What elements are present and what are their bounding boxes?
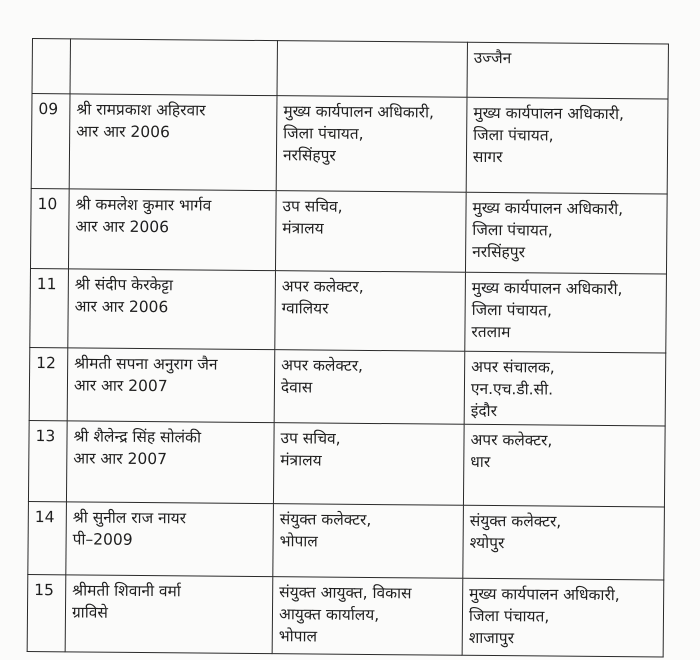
officer-name-cell: श्री शैलेन्द्र सिंह सोलंकी आर आर 2007 xyxy=(66,421,274,504)
officer-name-cell: श्री संदीप केरकेट्टा आर आर 2006 xyxy=(68,269,276,350)
table-row xyxy=(29,347,666,426)
current-post-cell xyxy=(277,41,467,98)
table-row xyxy=(27,574,664,657)
new-post-cell: मुख्य कार्यपालन अधिकारी, जिला पंचायत, सागर xyxy=(466,97,668,194)
sno-cell: 15 xyxy=(27,574,66,651)
current-post-cell: संयुक्त आयुक्त, विकास आयुक्त कार्यालय, भोपाल xyxy=(272,577,463,656)
new-post-cell: मुख्य कार्यपालन अधिकारी, जिला पंचायत, रतलाम xyxy=(465,272,667,353)
sno-cell: 14 xyxy=(28,501,67,574)
new-post-cell: अपर संचालक, एन.एच.डी.सी. इंदौर xyxy=(464,351,666,426)
table-row xyxy=(28,501,665,580)
sno-cell: 12 xyxy=(29,347,68,420)
new-post-cell: संयुक्त कलेक्टर, श्योपुर xyxy=(463,505,665,580)
current-post-cell: मुख्य कार्यपालन अधिकारी, जिला पंचायत, नरसिंहपुर xyxy=(276,96,467,193)
current-post-cell: उप सचिव, मंत्रालय xyxy=(273,423,464,506)
table-row xyxy=(31,94,668,195)
table-row xyxy=(28,420,665,507)
officer-name-cell: श्री सुनील राज नायर पी–2009 xyxy=(66,502,274,577)
officer-name-cell: श्रीमती शिवानी वर्मा ग्राविसे xyxy=(65,575,273,654)
new-post-cell: मुख्य कार्यपालन अधिकारी, जिला पंचायत, शाजापुर xyxy=(462,578,664,657)
table-row xyxy=(30,188,667,274)
officer-name-cell: श्री कमलेश कुमार भार्गव आर आर 2006 xyxy=(68,189,276,271)
new-post-cell: उज्जैन xyxy=(467,42,668,99)
current-post-cell: अपर कलेक्टर, देवास xyxy=(274,350,465,425)
sno-cell: 11 xyxy=(30,268,69,347)
current-post-cell: संयुक्त कलेक्टर, भोपाल xyxy=(273,504,464,579)
sno-cell xyxy=(32,39,70,94)
officer-name-cell: श्रीमती सपना अनुराग जैन आर आर 2007 xyxy=(67,348,275,423)
table-row xyxy=(32,39,668,100)
current-post-cell: उप सचिव, मंत्रालय xyxy=(275,191,466,273)
officer-name-cell xyxy=(70,39,277,96)
officer-name-cell: श्री रामप्रकाश अहिरवार आर आर 2006 xyxy=(69,94,277,191)
sno-cell: 09 xyxy=(31,94,70,189)
table-row xyxy=(30,268,667,353)
new-post-cell: अपर कलेक्टर, धार xyxy=(463,424,665,507)
new-post-cell: मुख्य कार्यपालन अधिकारी, जिला पंचायत, नरसिंहपुर xyxy=(465,192,667,274)
sno-cell: 13 xyxy=(28,420,67,501)
transfer-orders-table xyxy=(27,38,669,658)
current-post-cell: अपर कलेक्टर, ग्वालियर xyxy=(275,271,466,352)
sno-cell: 10 xyxy=(30,188,69,268)
